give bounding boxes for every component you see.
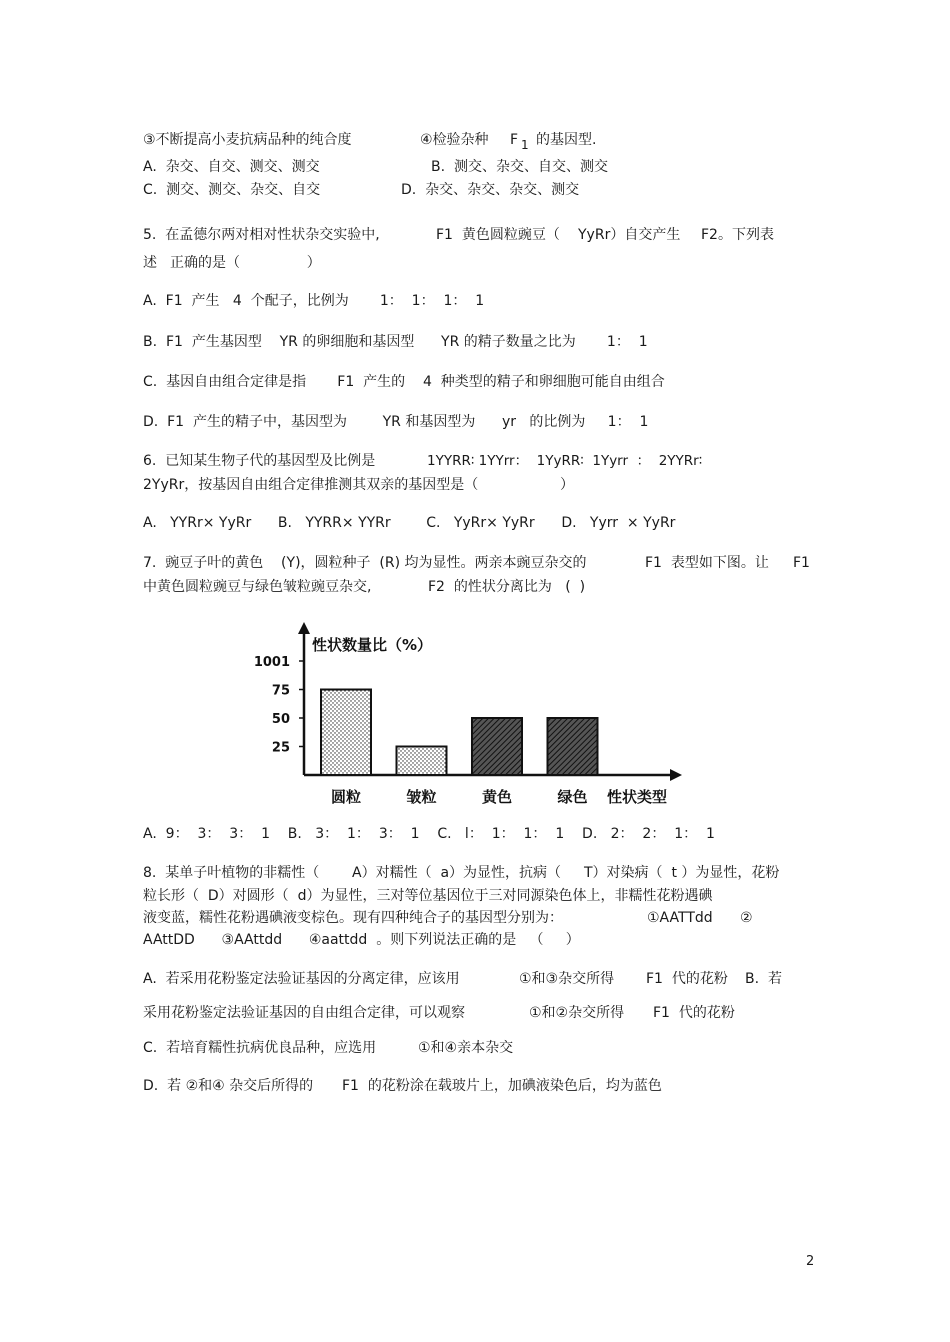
bar-3 xyxy=(472,718,522,775)
y-tick-label: 75 xyxy=(271,683,290,699)
phenotype-ratio-chart xyxy=(253,620,688,812)
q8-option-b-part3: F1 代的花粉 xyxy=(653,1005,735,1021)
q8-option-d-part2: F1 的花粉涂在载玻片上，加碘液染色后，均为蓝色 xyxy=(342,1078,662,1094)
q8-line1-part3: T）对染病（ t ）为显性，花粉 xyxy=(584,865,780,881)
q5-stem-part1: 5. 在孟德尔两对相对性状杂交实验中, xyxy=(143,227,380,243)
q7-stem-part3: F1 xyxy=(793,555,810,571)
q4-option-c: C. 测交、测交、杂交、自交 xyxy=(143,182,321,198)
q4-line1-subscript: 1 xyxy=(521,138,529,152)
q7-stem-part2: F1 表型如下图。让 xyxy=(645,555,769,571)
q5-stem-line2b: 正确的是（ ） xyxy=(170,255,321,271)
q4-line1-part2: ④检验杂种 xyxy=(420,132,489,148)
q5-stem-part3: YyRr）自交产生 xyxy=(578,227,681,243)
x-axis-arrow xyxy=(670,769,682,781)
q7-stem-line2a: 中黄色圆粒豌豆与绿色皱粒豌豆杂交, xyxy=(143,579,372,595)
bar-2 xyxy=(397,747,447,776)
q8-line3-part2: ①AATTdd xyxy=(647,910,713,926)
q6-stem-part2: 1YYRR∶ 1YYrr： 1YyRR∶ 1Yyrr ： 2YYRr∶ xyxy=(427,453,703,469)
q8-option-b-start: B. 若 xyxy=(745,971,782,987)
y-tick-label: 25 xyxy=(271,740,290,756)
q6-options: A. YYRr× YyRr B. YYRR× YYRr C. YyRr× YyRr D. Yyrr × YyRr xyxy=(143,515,676,531)
q7-options: A. 9： 3： 3： 1 B. 3： 1： 3： 1 C. l： 1： 1： 1 D. 2： 2： 1： 1 xyxy=(143,826,715,842)
x-category-label: 黄色 xyxy=(481,788,513,806)
q4-line1-part1: ③不断提高小麦抗病品种的纯合度 xyxy=(143,132,352,148)
q8-option-a-part2: ①和③杂交所得 xyxy=(519,971,615,987)
q8-line3-part3: ② xyxy=(740,910,753,926)
x-category-label: 绿色 xyxy=(557,788,588,806)
q5-stem-part2: F1 黄色圆粒豌豆（ xyxy=(436,227,560,243)
q8-option-b-part1: 采用花粉鉴定法验证基因的自由组合定律，可以观察 xyxy=(143,1005,465,1021)
q8-line4: AAttDD ③AAttdd ④aattdd 。则下列说法正确的是 （ ） xyxy=(143,932,580,948)
q8-option-b-part2: ①和②杂交所得 xyxy=(529,1005,625,1021)
q4-option-b: B. 测交、杂交、自交、测交 xyxy=(431,159,608,175)
q8-option-a-part3: F1 代的花粉 xyxy=(646,971,728,987)
y-axis-label: 性状数量比（%） xyxy=(312,636,433,654)
q5-option-b: B. F1 产生基因型 YR 的卵细胞和基因型 YR 的精子数量之比为 1： 1 xyxy=(143,334,648,350)
q4-line1-F: F xyxy=(510,132,519,148)
q5-option-d: D. F1 产生的精子中，基因型为 YR 和基因型为 yr 的比例为 1： 1 xyxy=(143,414,649,430)
q6-stem-line2-close: ） xyxy=(560,477,574,493)
q8-option-c-part2: ①和④亲本杂交 xyxy=(418,1040,514,1056)
bar-4 xyxy=(548,718,598,775)
q7-stem-part1: 7. 豌豆子叶的黄色 (Y)，圆粒种子 (R) 均为显性。两亲本豌豆杂交的 xyxy=(143,555,587,571)
q6-stem-part1: 6. 已知某生物子代的基因型及比例是 xyxy=(143,453,376,469)
q5-stem-part4: F2。下列表 xyxy=(701,227,774,243)
q8-line1-part2: A）对糯性（ a）为显性，抗病（ xyxy=(352,865,562,881)
bar-1 xyxy=(321,690,371,776)
q4-option-d: D. 杂交、杂交、杂交、测交 xyxy=(401,182,580,198)
page-number: 2 xyxy=(806,1254,815,1269)
q8-line3-part1: 液变蓝，糯性花粉遇碘液变棕色。现有四种纯合子的基因型分别为： xyxy=(143,910,563,926)
y-axis-arrow xyxy=(298,622,310,634)
x-category-label: 皱粒 xyxy=(406,788,437,806)
q6-stem-line2: 2YyRr，按基因自由组合定律推测其双亲的基因型是（ xyxy=(143,477,479,493)
x-category-label: 圆粒 xyxy=(330,788,362,806)
q8-option-d-part1: D. 若 ②和④ 杂交后所得的 xyxy=(143,1078,314,1094)
q4-option-a: A. 杂交、自交、测交、测交 xyxy=(143,159,320,175)
x-axis-label: 性状类型 xyxy=(607,788,668,806)
q8-line2: 粒长形（ D）对圆形（ d）为显性，三对等位基因位于三对同源染色体上，非糯性花粉遇碘 xyxy=(143,888,713,904)
q5-stem-line2a: 述 xyxy=(143,255,157,271)
q5-option-c: C. 基因自由组合定律是指 F1 产生的 4 种类型的精子和卵细胞可能自由组合 xyxy=(143,374,665,390)
y-tick-label: 1001 xyxy=(253,655,290,670)
q4-line1-part3: 的基因型. xyxy=(536,132,597,148)
q8-option-c-part1: C. 若培育糯性抗病优良品种，应选用 xyxy=(143,1040,377,1056)
q8-line1-part1: 8. 某单子叶植物的非糯性（ xyxy=(143,865,320,881)
q8-option-a-part1: A. 若采用花粉鉴定法验证基因的分离定律，应该用 xyxy=(143,971,460,987)
q5-option-a: A. F1 产生 4 个配子，比例为 1： 1： 1： 1 xyxy=(143,293,485,309)
q7-stem-line2b: F2 的性状分离比为 ( ) xyxy=(428,579,586,595)
y-tick-label: 50 xyxy=(271,712,290,727)
